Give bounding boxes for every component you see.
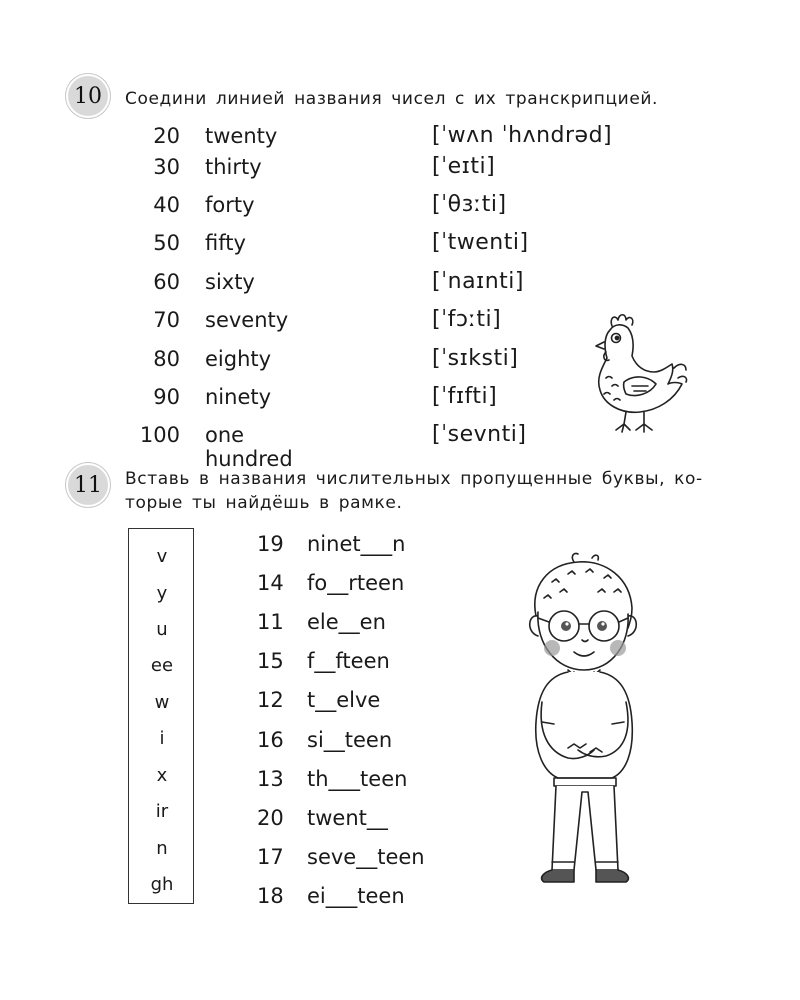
letter-option[interactable]: y (156, 583, 168, 604)
fill-in-word[interactable]: twent__ (307, 806, 388, 830)
number-digit: 70 (153, 308, 180, 332)
transcription[interactable]: [ˈsevnti] (432, 422, 527, 447)
fill-in-word[interactable]: ninet___n (307, 532, 406, 556)
boy-illustration (508, 552, 658, 902)
fill-in-number: 19 (257, 532, 284, 556)
letter-option[interactable]: gh (150, 874, 174, 895)
letters-frame (128, 528, 194, 904)
fill-in-word[interactable]: fo__rteen (307, 571, 405, 595)
number-word: eighty (205, 347, 272, 371)
number-digit: 80 (153, 347, 180, 371)
fill-in-word[interactable]: t__elve (307, 688, 381, 712)
letter-option[interactable]: ir (155, 801, 169, 822)
letter-option[interactable]: v (156, 546, 168, 567)
number-word: ninety (205, 385, 272, 409)
letter-option[interactable]: ee (150, 655, 174, 676)
fill-in-number: 20 (257, 806, 284, 830)
letter-option[interactable]: i (159, 728, 165, 749)
number-word: sixty (205, 270, 255, 294)
fill-in-word[interactable]: si__teen (307, 728, 393, 752)
letter-option[interactable]: n (156, 838, 168, 859)
number-digit: 20 (153, 124, 180, 148)
fill-in-number: 14 (257, 571, 284, 595)
number-word: seventy (205, 308, 289, 332)
hen-illustration (582, 308, 692, 438)
letter-option[interactable]: x (156, 765, 168, 786)
fill-in-number: 17 (257, 845, 284, 869)
exercise-11-instruction-line2: торые ты найдёшь в рамке. (125, 493, 403, 513)
fill-in-number: 12 (257, 688, 284, 712)
fill-in-word[interactable]: seve__teen (307, 845, 425, 869)
fill-in-number: 18 (257, 884, 284, 908)
fill-in-word[interactable]: ele__en (307, 610, 386, 634)
transcription[interactable]: [ˈtwenti] (432, 230, 529, 255)
fill-in-word[interactable]: th___teen (307, 767, 408, 791)
fill-in-number: 15 (257, 649, 284, 673)
exercise-10-number-badge: 10 (66, 74, 110, 118)
transcription[interactable]: [ˈθɜːti] (432, 192, 507, 217)
number-digit: 90 (153, 385, 180, 409)
exercise-10-instruction: Соедини линией названия чисел с их транскрипцией. (125, 89, 659, 109)
fill-in-number: 16 (257, 728, 284, 752)
letter-option[interactable]: u (156, 619, 168, 640)
transcription[interactable]: [ˈfɪfti] (432, 384, 498, 409)
number-word: fifty (205, 231, 246, 255)
number-word: thirty (205, 155, 262, 179)
exercise-11-instruction-line1: Вставь в названия числительных пропущенные буквы, ко- (125, 469, 703, 489)
transcription[interactable]: [ˈeɪti] (432, 154, 496, 179)
fill-in-word[interactable]: f__fteen (307, 649, 390, 673)
transcription[interactable]: [ˈnaɪnti] (432, 269, 524, 294)
transcription[interactable]: [ˈsɪksti] (432, 346, 519, 371)
number-word: one hundred (205, 423, 293, 471)
number-digit: 60 (153, 270, 180, 294)
number-digit: 30 (153, 155, 180, 179)
fill-in-word[interactable]: ei___teen (307, 884, 405, 908)
number-word: twenty (205, 124, 278, 148)
fill-in-number: 11 (257, 610, 284, 634)
transcription[interactable]: [ˈwʌn ˈhʌndrəd] (432, 123, 613, 148)
number-word: forty (205, 193, 255, 217)
exercise-11-number-badge: 11 (66, 463, 110, 507)
number-digit: 40 (153, 193, 180, 217)
fill-in-number: 13 (257, 767, 284, 791)
number-digit: 100 (139, 423, 180, 447)
number-digit: 50 (153, 231, 180, 255)
transcription[interactable]: [ˈfɔːti] (432, 307, 502, 332)
letter-option[interactable]: w (154, 692, 170, 713)
